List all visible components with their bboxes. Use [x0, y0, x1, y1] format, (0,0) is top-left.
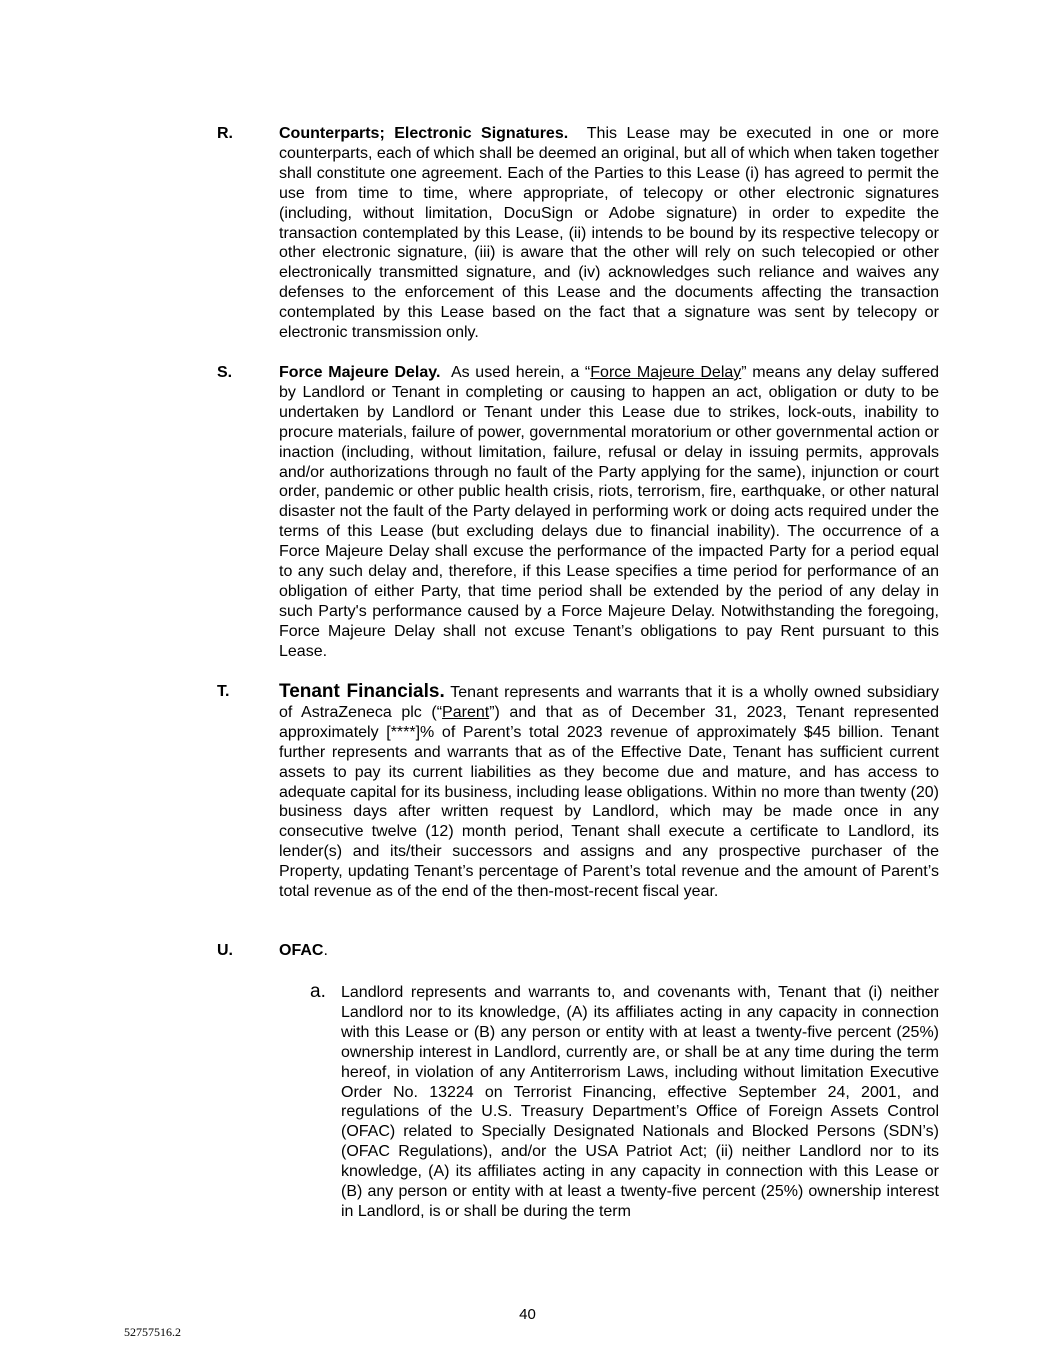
section-body [279, 682, 939, 902]
subsection-a [310, 983, 939, 1222]
section-heading: Tenant Financials. [279, 681, 445, 702]
subsection-letter: a. [310, 981, 326, 1002]
defined-term: Parent [442, 703, 490, 721]
document-id: 52757516.2 [124, 1325, 181, 1339]
section-letter: R. [217, 125, 233, 142]
section-t [217, 682, 939, 902]
section-text-post: ”) and that as of December 31, 2023, Tenant represented approximately [****]% of Parent’s total 2023 revenue of approximately $45 billion. Tenant further represents and warrants that as of the Effective Date, Tenant has sufficient current assets to pay its current liabilities as they become due and mature, and has access to adequate capital for its business, including lease obligations. Within no more than twenty (20) business days after written request by Landlord, which may be made once in any consecutive twelve (12) month period, Tenant shall execute a certificate to Landlord, its lender(s) and its/their successors and assigns and any prospective purchaser of the Property, updating Tenant’s percentage of Parent’s total revenue and the amount of Parent’s total revenue as of the end of the then-most-recent fiscal year. [279, 703, 939, 901]
section-letter: T. [217, 683, 230, 700]
section-heading: OFAC [279, 942, 324, 959]
section-body [279, 124, 939, 343]
section-u [217, 941, 939, 961]
section-heading: Force Majeure Delay. [279, 364, 441, 381]
section-text: This Lease may be executed in one or more counterparts, each of which shall be deemed an original, but all of which when taken together shall constitute one agreement. Each of the Parties to this Lease (i) has agreed to permit the use from time to time, where appropriate, of telecopy or other electronic signatures (including, without limitation, DocuSign or Adobe signature) in order to expedite the transaction contemplated by this Lease, (ii) intends to be bound by its respective telecopy or other electronic signature, (iii) is aware that the other will rely on such telecopied or other electronically transmitted signature, and (iv) acknowledges such reliance and waives any defenses to the enforcement of this Lease and the documents affecting the transaction contemplated by this Lease based on the fact that a signature was sent by telecopy or electronic transmission only. [279, 125, 939, 342]
section-body [279, 941, 939, 961]
section-body [279, 363, 939, 662]
section-letter: U. [217, 942, 233, 959]
section-text-post: ” means any delay suffered by Landlord or Tenant in completing or causing to happen an act, obligation or duty to be undertaken by Landlord or Tenant under this Lease due to strikes, lock-outs, inability to procure materials, failure of power, governmental moratorium or other governmental action or inaction (including, without limitation, failure, refusal or delay in issuing permits, approvals and/or authorizations through no fault of the Party applying for the same), injunction or court order, pandemic or other public health crisis, riots, terrorism, fire, earthquake, or other natural disaster not the fault of the Party delayed in performing work or doing acts required under the terms of this Lease (but excluding delays due to financial inability). The occurrence of a Force Majeure Delay shall excuse the performance of the impacted Party for a period equal to any such delay and, therefore, if this Lease specifies a time period for performance of an obligation of either Party, that time period shall be extended by the period of any delay in such Party's performance caused by a Force Majeure Delay. Notwithstanding the foregoing, Force Majeure Delay shall not excuse Tenant’s obligations to pay Rent pursuant to this Lease. [279, 364, 940, 660]
section-text-pre: Tenant represents and warrants that it is a wholly owned subsidiary of AstraZeneca plc (“ [279, 684, 939, 721]
subsection-body: Landlord represents and warrants to, and covenants with, Tenant that (i) neither Landlord nor to its knowledge, (A) its affiliates acting in any capacity in connection with this Lease or (B) any person or entity with at least a twenty-five percent (25%) ownership interest in Landlord, currently are, or shall be at any time during the term hereof, in violation of any Antiterrorism Laws, including without limitation Executive Order No. 13224 on Terrorist Financing, effective September 24, 2001, and regulations of the U.S. Treasury Department’s Office of Foreign Assets Control (OFAC) related to Specially Designated Nationals and Blocked Persons (SDN’s) (OFAC Regulations), and/or the USA Patriot Act; (ii) neither Landlord nor to its knowledge, (A) its affiliates acting in any capacity in connection with this Lease or (B) any person or entity with at least a twenty-five percent (25%) ownership interest in Landlord, is or shall be during the term [341, 984, 939, 1220]
section-r [217, 124, 939, 343]
section-letter: S. [217, 364, 233, 381]
heading-suffix: . [323, 942, 328, 959]
section-heading: Counterparts; Electronic Signatures. [279, 125, 569, 142]
page-number: 40 [519, 1306, 536, 1323]
section-s [217, 363, 939, 662]
section-text-pre: As used herein, a “ [450, 364, 591, 381]
defined-term: Force Majeure Delay [590, 364, 742, 381]
